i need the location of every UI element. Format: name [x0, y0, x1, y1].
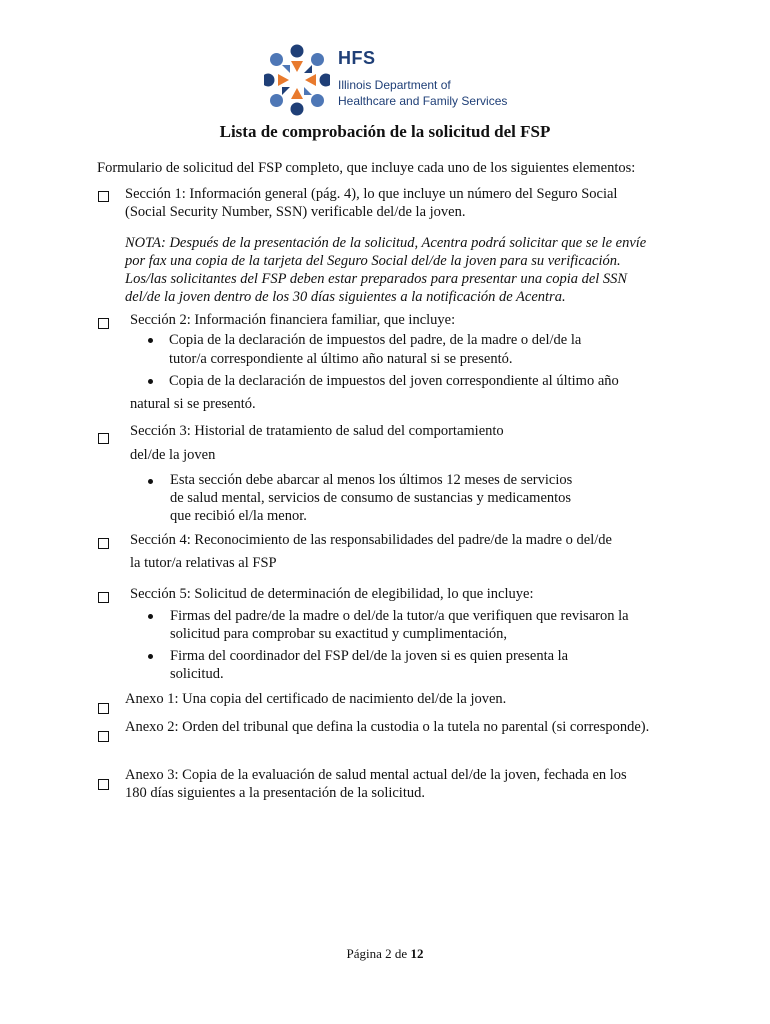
bullet-icon: [148, 379, 153, 384]
logo-line-1: Illinois Department of: [338, 78, 451, 92]
section-4-line-2: la tutor/a relativas al FSP: [130, 555, 277, 571]
section-1-line-1: Sección 1: Información general (pág. 4), lo que incluye un número del Seguro Social: [125, 186, 618, 202]
hfs-logo: [264, 44, 514, 116]
annex-3-line-2: 180 días siguientes a la presentación de la solicitud.: [125, 785, 425, 801]
annex-2-text: Anexo 2: Orden del tribunal que defina la custodia o la tutela no parental (si corresponde).: [125, 719, 650, 735]
section-3-bullet-line-3: que recibió el/la menor.: [170, 508, 307, 524]
bullet-icon: [148, 338, 153, 343]
checkbox-annex-1[interactable]: [98, 703, 109, 714]
section-4-line-1: Sección 4: Reconocimiento de las responsabilidades del padre/de la madre o del/de: [130, 532, 612, 548]
logo-brand: HFS: [338, 48, 376, 68]
checkbox-annex-3[interactable]: [98, 779, 109, 790]
checkbox-section-4[interactable]: [98, 538, 109, 549]
document-title: Lista de comprobación de la solicitud del FSP: [219, 122, 551, 141]
annex-3-line-1: Anexo 3: Copia de la evaluación de salud mental actual del/de la joven, fechada en los: [125, 767, 627, 783]
section-5-bullet-2-line-1: Firma del coordinador del FSP del/de la joven si es quien presenta la: [170, 648, 569, 664]
section-2-bullet-1-line-2: tutor/a correspondiente al último año natural si se presentó.: [169, 351, 513, 367]
checkbox-section-5[interactable]: [98, 592, 109, 603]
note-line-4: del/de la joven dentro de los 30 días siguientes a la notificación de Acentra.: [125, 289, 566, 305]
section-3-line-1: Sección 3: Historial de tratamiento de salud del comportamiento: [130, 423, 504, 439]
section-2-bullet-2-line-1: Copia de la declaración de impuestos del joven correspondiente al último año: [169, 373, 619, 389]
bullet-icon: [148, 479, 153, 484]
checkbox-section-1[interactable]: [98, 191, 109, 202]
bullet-icon: [148, 654, 153, 659]
annex-1-text: Anexo 1: Una copia del certificado de nacimiento del/de la joven.: [125, 691, 507, 707]
logo-outer-dots: [264, 45, 330, 116]
section-2-heading: Sección 2: Información financiera familiar, que incluye:: [130, 312, 456, 328]
section-5-bullet-1-line-1: Firmas del padre/de la madre o del/de la tutor/a que verifiquen que revisaron la: [170, 608, 629, 624]
hfs-star-icon: [264, 44, 330, 116]
section-2-bullet-1-line-1: Copia de la declaración de impuestos del padre, de la madre o del/de la: [169, 332, 582, 348]
note-line-1: NOTA: Después de la presentación de la solicitud, Acentra podrá solicitar que se le envíe: [125, 235, 647, 251]
section-3-bullet-line-1: Esta sección debe abarcar al menos los últimos 12 meses de servicios: [170, 472, 573, 488]
footer-page-prefix: Página 2 de: [346, 946, 408, 961]
note-line-2: por fax una copia de la tarjeta del Seguro Social del/de la joven para su verificación.: [125, 253, 621, 269]
intro-text: Formulario de solicitud del FSP completo, que incluye cada uno de los siguientes elementos:: [97, 160, 636, 176]
logo-line-2: Healthcare and Family Services: [338, 94, 508, 108]
logo-inner-triangles: [278, 61, 316, 99]
checkbox-annex-2[interactable]: [98, 731, 109, 742]
footer-page-total: 12: [410, 946, 424, 961]
section-5-bullet-2-line-2: solicitud.: [170, 666, 224, 682]
note-line-3: Los/las solicitantes del FSP deben estar preparados para presentar una copia del SSN: [125, 271, 628, 287]
section-2-bullet-2-line-2: natural si se presentó.: [130, 396, 256, 412]
checkbox-section-3[interactable]: [98, 433, 109, 444]
section-3-bullet-line-2: de salud mental, servicios de consumo de sustancias y medicamentos: [170, 490, 572, 506]
section-3-line-2: del/de la joven: [130, 447, 216, 463]
bullet-icon: [148, 614, 153, 619]
page-footer: [0, 946, 770, 962]
section-5-bullet-1-line-2: solicitud para comprobar su exactitud y cumplimentación,: [170, 626, 508, 642]
section-1-line-2: (Social Security Number, SSN) verificable del/de la joven.: [125, 204, 466, 220]
checkbox-section-2[interactable]: [98, 318, 109, 329]
section-5-heading: Sección 5: Solicitud de determinación de elegibilidad, lo que incluye:: [130, 586, 534, 602]
